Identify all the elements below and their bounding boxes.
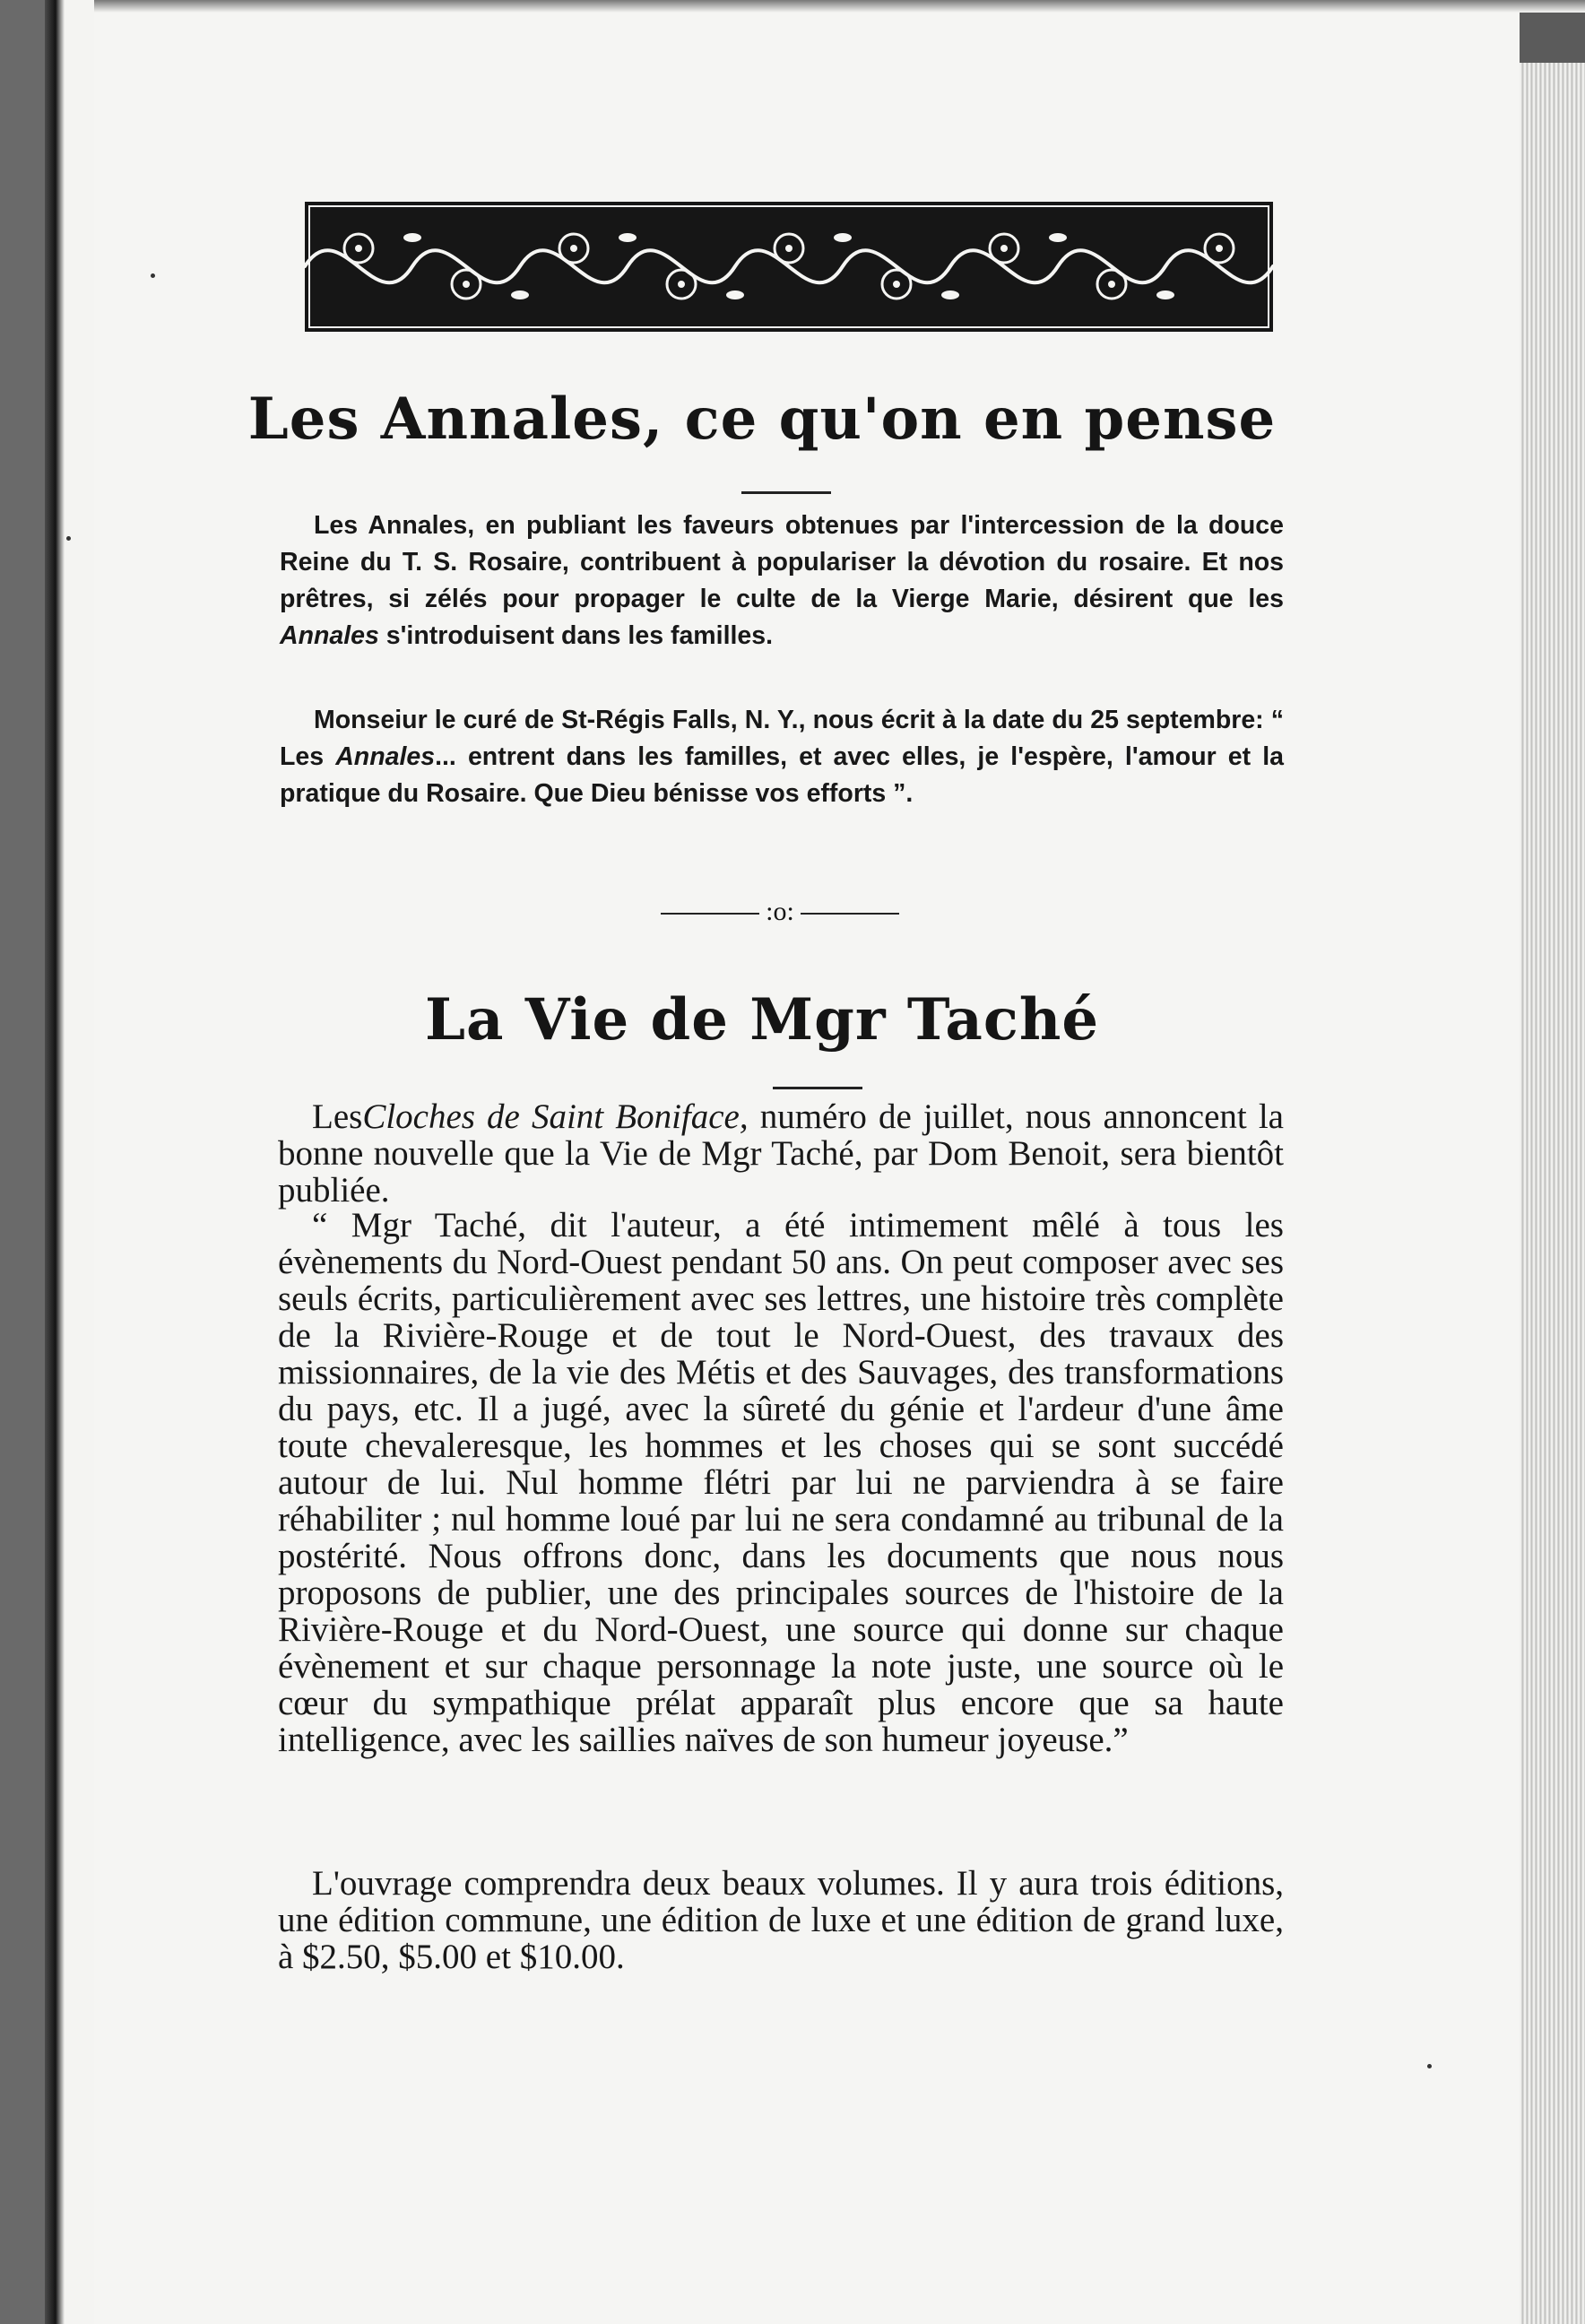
decorative-header-ornament [305, 202, 1273, 332]
speck [1427, 2064, 1432, 2068]
speck [66, 536, 71, 541]
title-rule [741, 491, 831, 494]
title-rule [773, 1087, 862, 1089]
section-divider: :o: [645, 897, 914, 927]
page-top-shadow [94, 0, 1585, 13]
scan-background-left [0, 0, 45, 2324]
speck [151, 273, 155, 278]
article-paragraph: LesCloches de Saint Boniface, numéro de juillet, nous annoncent la bonne nouvelle que la Vie de Mgr Taché, par Dom Benoit, sera bientôt publiée. [278, 1097, 1284, 1210]
article-paragraph: L'ouvrage comprendra deux beaux volumes. Il y aura trois éditions, une édition commune, une édition de luxe et une édition de grand luxe, à $2.50, $5.00 et $10.00. [278, 1864, 1284, 1976]
page-edges [1520, 63, 1585, 2324]
article-title: Les Annales, ce qu'on en pense [247, 386, 1277, 453]
book-gutter [45, 0, 94, 2324]
article-title: La Vie de Mgr Taché [424, 986, 1100, 1054]
article-paragraph: Monseiur le curé de St-Régis Falls, N. Y., nous écrit à la date du 25 septembre: “ Les Annales... entrent dans les familles, et avec elles, je l'espère, l'amour et la pratique du Rosaire. Que Dieu bénisse vos efforts ”. [280, 706, 1284, 808]
article-paragraph: Les Annales, en publiant les faveurs obtenues par l'intercession de la douce Reine du T. S. Rosaire, contribuent à populariser la dévotion du rosaire. Et nos prêtres, si zélés pour propager le culte de la Vierge Marie, désirent que les Annales s'introduisent dans les familles. [280, 511, 1284, 650]
article-paragraph: “ Mgr Taché, dit l'auteur, a été intimement mêlé à tous les évènements du Nord-Ouest pendant 50 ans. On peut composer avec ses seuls écrits, particulièrement avec ses lettres, une histoire très complète de la Rivière-Rouge et de tout le Nord-Ouest, des travaux des missionnaires, de la vie des Métis et des Sauvages, des transformations du pays, etc. Il a jugé, avec la sûreté du génie et l'ardeur d'une âme toute chevaleresque, les hommes et les choses qui se sont succédé autour de lui. Nul homme flétri par lui ne parviendra à se faire réhabiliter ; nul homme loué par lui ne sera condamné au tribunal de la postérité. Nous offrons donc, dans les documents que nous nous proposons de publier, une des principales sources de l'histoire de la Rivière-Rouge et du Nord-Ouest, une source qui donne sur chaque évènement et sur chaque personnage la note juste, une source où le cœur du sympathique prélat apparaît plus encore que sa haute intelligence, avec les saillies naïves de son humeur joyeuse.” [278, 1206, 1284, 1759]
